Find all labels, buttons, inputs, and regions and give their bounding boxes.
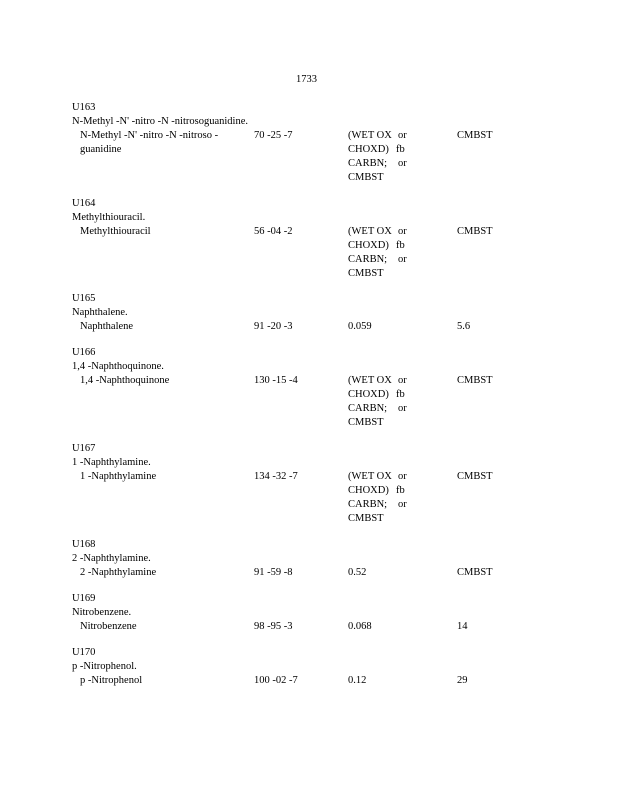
waste-code: U164 xyxy=(72,198,96,209)
waste-heading: 1 -Naphthylamine. xyxy=(72,457,151,468)
technology-code: (WET OX xyxy=(348,471,392,482)
cas-number: 100 -02 -7 xyxy=(254,675,298,686)
nonwastewater-standard: 14 xyxy=(457,621,468,632)
constituent-row xyxy=(72,620,592,634)
constituent-name xyxy=(80,320,255,334)
constituent-name xyxy=(80,470,255,484)
technology-conjunction: fb xyxy=(396,485,405,496)
wastewater-standard xyxy=(348,320,423,334)
technology-code: 0.12 xyxy=(348,675,367,686)
technology-conjunction: fb xyxy=(396,389,405,400)
technology-code: CARBN; xyxy=(348,254,388,265)
cas-number: 134 -32 -7 xyxy=(254,471,298,482)
technology-conjunction: or xyxy=(398,471,407,482)
nonwastewater-standard: CMBST xyxy=(457,226,493,237)
wastewater-standard-line xyxy=(348,674,423,688)
constituent-name-line: N-Methyl -N' -nitro -N -nitroso - xyxy=(80,130,219,141)
waste-heading: Methylthiouracil. xyxy=(72,212,146,223)
wastewater-standard-line xyxy=(348,129,423,143)
technology-code: CHOXD) xyxy=(348,389,389,400)
constituent-row xyxy=(72,566,592,580)
wastewater-standard xyxy=(348,620,423,634)
technology-conjunction: fb xyxy=(396,144,405,155)
constituent-name xyxy=(80,566,255,580)
nonwastewater-standard: CMBST xyxy=(457,471,493,482)
waste-entry xyxy=(72,442,592,526)
technology-code: (WET OX xyxy=(348,375,392,386)
waste-entry xyxy=(72,101,592,185)
wastewater-standard-line xyxy=(348,620,423,634)
constituent-row xyxy=(72,470,592,526)
technology-code: CARBN; xyxy=(348,158,388,169)
waste-heading: Nitrobenzene. xyxy=(72,607,132,618)
wastewater-standard-line xyxy=(348,402,423,416)
waste-heading: 1,4 -Naphthoquinone. xyxy=(72,361,164,372)
waste-heading: p -Nitrophenol. xyxy=(72,661,137,672)
wastewater-standard-line xyxy=(348,512,423,526)
technology-conjunction: or xyxy=(398,403,407,414)
constituent-name-line: 1 -Naphthylamine xyxy=(80,471,157,482)
constituent-name xyxy=(80,674,255,688)
technology-code: CARBN; xyxy=(348,403,388,414)
waste-heading: N-Methyl -N' -nitro -N -nitrosoguanidine. xyxy=(72,116,248,127)
waste-entry xyxy=(72,592,592,634)
waste-code: U170 xyxy=(72,647,96,658)
technology-code: CMBST xyxy=(348,268,384,279)
technology-conjunction: or xyxy=(398,375,407,386)
constituent-name-line: Methylthiouracil xyxy=(80,226,151,237)
waste-code: U168 xyxy=(72,539,96,550)
waste-entry xyxy=(72,346,592,430)
nonwastewater-standard: CMBST xyxy=(457,375,493,386)
wastewater-standard-line xyxy=(348,470,423,484)
waste-heading: Naphthalene. xyxy=(72,307,128,318)
constituent-name-line: Nitrobenzene xyxy=(80,621,137,632)
wastewater-standard-line xyxy=(348,157,423,171)
wastewater-standard-line xyxy=(348,416,423,430)
cas-number: 70 -25 -7 xyxy=(254,130,293,141)
technology-conjunction: or xyxy=(398,226,407,237)
wastewater-standard-line xyxy=(348,143,423,157)
constituent-row xyxy=(72,129,592,185)
wastewater-standard-line xyxy=(348,566,423,580)
technology-code: CMBST xyxy=(348,417,384,428)
nonwastewater-standard: 29 xyxy=(457,675,468,686)
constituent-name-line: Naphthalene xyxy=(80,321,134,332)
waste-entry xyxy=(72,292,592,334)
waste-entry xyxy=(72,646,592,688)
constituent-name-line: guanidine xyxy=(80,144,122,155)
waste-code: U163 xyxy=(72,102,96,113)
cas-number: 56 -04 -2 xyxy=(254,226,293,237)
constituent-name xyxy=(80,620,255,634)
nonwastewater-standard: CMBST xyxy=(457,130,493,141)
cas-number: 98 -95 -3 xyxy=(254,621,293,632)
waste-code: U165 xyxy=(72,293,96,304)
wastewater-standard-line xyxy=(348,374,423,388)
wastewater-standard xyxy=(348,129,423,185)
wastewater-standard-line xyxy=(348,484,423,498)
constituent-name-line: 1,4 -Naphthoquinone xyxy=(80,375,170,386)
technology-code: 0.059 xyxy=(348,321,372,332)
technology-conjunction: or xyxy=(398,254,407,265)
constituent-name xyxy=(80,374,255,388)
wastewater-standard-line xyxy=(348,239,423,253)
wastewater-standard xyxy=(348,225,423,281)
wastewater-standard xyxy=(348,674,423,688)
constituent-row xyxy=(72,225,592,281)
constituent-name-line: 2 -Naphthylamine xyxy=(80,567,157,578)
wastewater-standard-line xyxy=(348,267,423,281)
cas-number: 91 -20 -3 xyxy=(254,321,293,332)
wastewater-standard-line xyxy=(348,388,423,402)
waste-code: U167 xyxy=(72,443,96,454)
waste-entry xyxy=(72,538,592,580)
waste-heading: 2 -Naphthylamine. xyxy=(72,553,151,564)
constituent-row xyxy=(72,374,592,430)
technology-conjunction: or xyxy=(398,499,407,510)
constituent-row xyxy=(72,674,592,688)
technology-conjunction: or xyxy=(398,158,407,169)
cas-number: 91 -59 -8 xyxy=(254,567,293,578)
wastewater-standard-line xyxy=(348,171,423,185)
wastewater-standard-line xyxy=(348,225,423,239)
wastewater-standard xyxy=(348,470,423,526)
constituent-row xyxy=(72,320,592,334)
technology-code: (WET OX xyxy=(348,226,392,237)
waste-code: U166 xyxy=(72,347,96,358)
technology-code: CHOXD) xyxy=(348,144,389,155)
technology-code: CARBN; xyxy=(348,499,388,510)
wastewater-standard-line xyxy=(348,320,423,334)
wastewater-standard xyxy=(348,566,423,580)
constituent-name xyxy=(80,225,255,239)
constituent-name xyxy=(80,129,255,157)
technology-conjunction: fb xyxy=(396,240,405,251)
nonwastewater-standard: 5.6 xyxy=(457,321,471,332)
nonwastewater-standard: CMBST xyxy=(457,567,493,578)
wastewater-standard xyxy=(348,374,423,430)
technology-code: (WET OX xyxy=(348,130,392,141)
technology-code: CMBST xyxy=(348,172,384,183)
constituent-name-line: p -Nitrophenol xyxy=(80,675,143,686)
technology-code: 0.068 xyxy=(348,621,372,632)
cas-number: 130 -15 -4 xyxy=(254,375,298,386)
waste-entry xyxy=(72,197,592,281)
technology-code: CHOXD) xyxy=(348,240,389,251)
technology-code: CMBST xyxy=(348,513,384,524)
waste-code: U169 xyxy=(72,593,96,604)
page-number: 1733 xyxy=(296,74,317,85)
wastewater-standard-line xyxy=(348,498,423,512)
technology-code: CHOXD) xyxy=(348,485,389,496)
technology-code: 0.52 xyxy=(348,567,367,578)
technology-conjunction: or xyxy=(398,130,407,141)
wastewater-standard-line xyxy=(348,253,423,267)
